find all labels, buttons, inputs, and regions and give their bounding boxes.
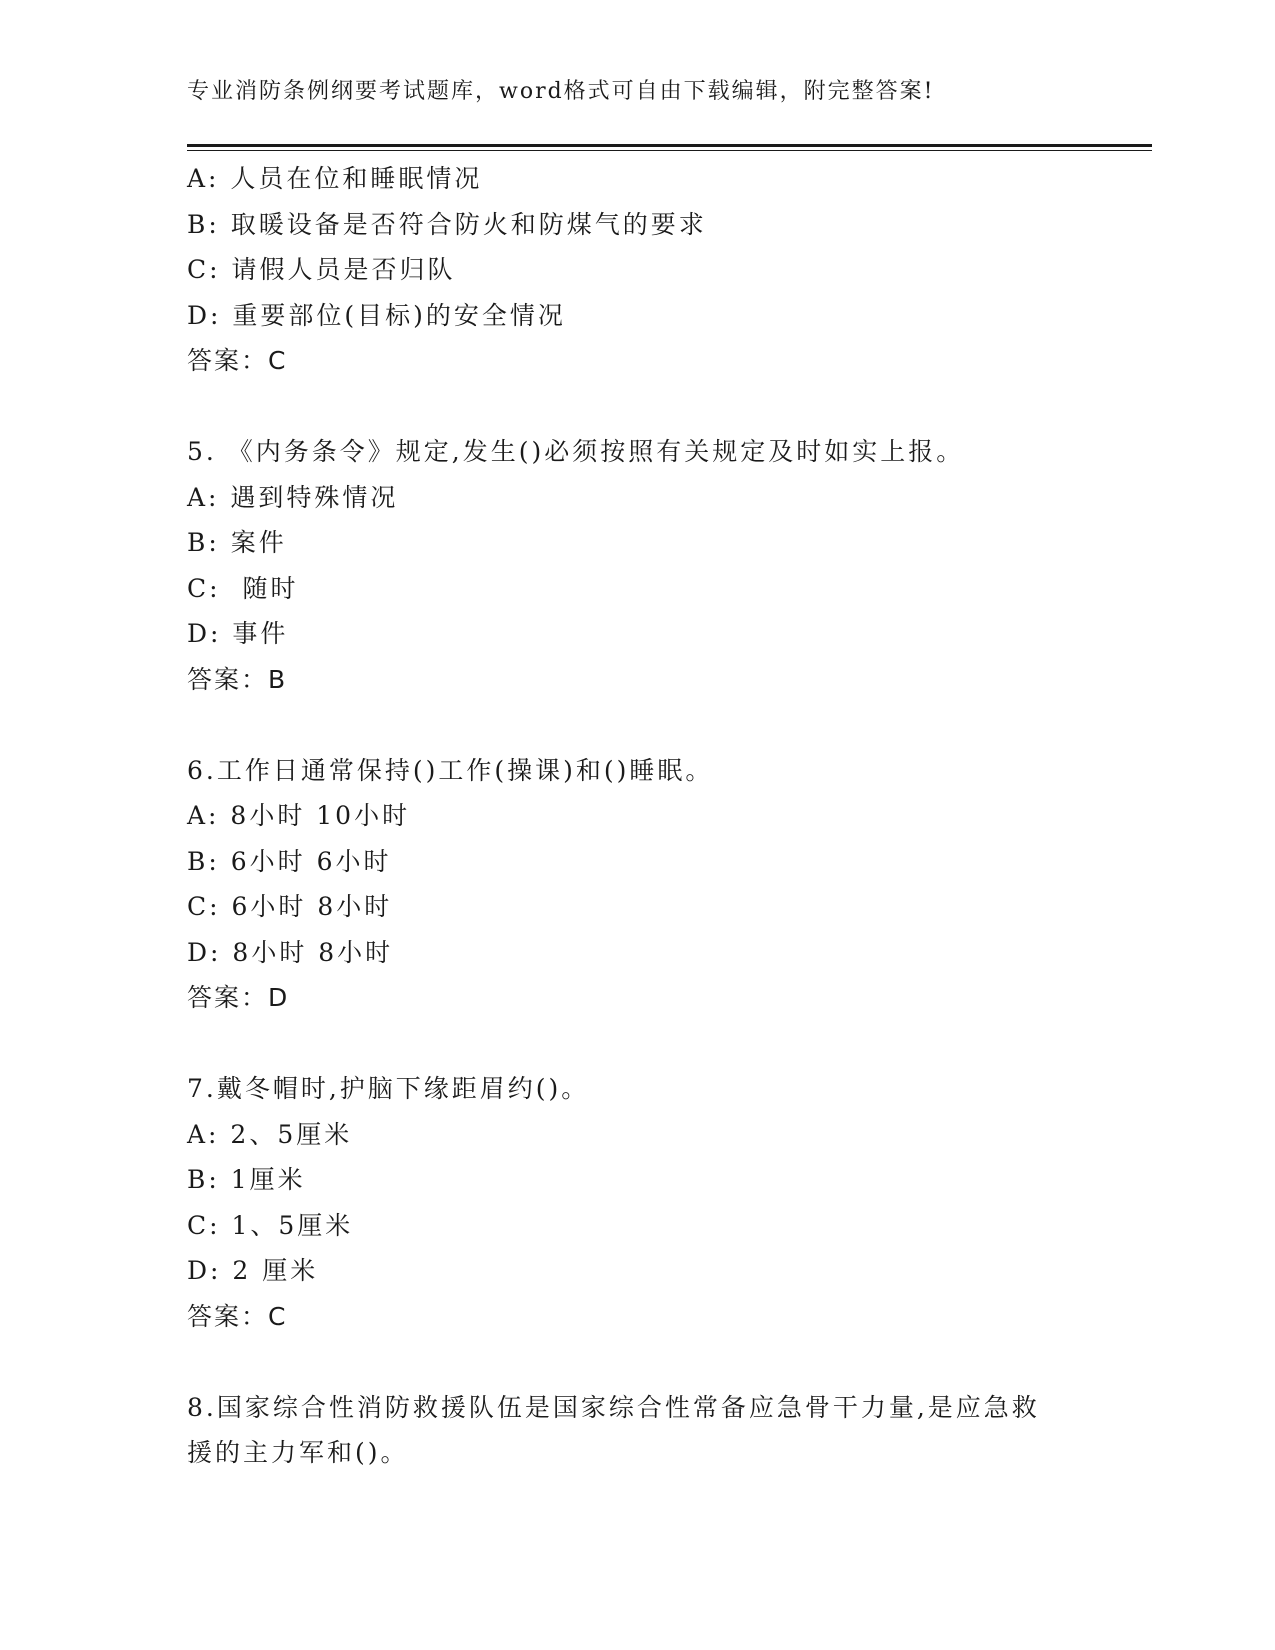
option-a: A: 2、5厘米 xyxy=(187,1119,353,1149)
option-a: A: 遇到特殊情况 xyxy=(187,482,399,512)
spacer xyxy=(187,1339,1087,1385)
answer: 答案：D xyxy=(187,983,290,1012)
spacer xyxy=(187,1021,1087,1067)
option-d: D: 2 厘米 xyxy=(187,1256,319,1285)
page-header: 专业消防条例纲要考试题库，word格式可自由下载编辑，附完整答案! xyxy=(187,79,935,104)
option-b: B: 6小时 6小时 xyxy=(187,846,392,876)
question-stem-line-1: 8.国家综合性消防救援队伍是国家综合性常备应急骨干力量,是应急救 xyxy=(187,1392,1040,1422)
question-stem: 5. 《内务条令》规定,发生()必须按照有关规定及时如实上报。 xyxy=(187,437,965,466)
question-stem: 6.工作日通常保持()工作(操课)和()睡眠。 xyxy=(187,755,714,785)
answer: 答案：C xyxy=(187,1301,288,1331)
question-6 xyxy=(187,748,1087,1021)
option-a: A: 8小时 10小时 xyxy=(187,801,411,830)
answer: 答案：B xyxy=(187,664,288,694)
header-rule-thin xyxy=(187,150,1152,151)
question-stem-line-2: 援的主力军和()。 xyxy=(187,1438,409,1467)
spacer xyxy=(187,384,1087,430)
option-d: D: 事件 xyxy=(187,619,289,648)
option-c: C: 随时 xyxy=(187,573,299,603)
option-b: B: 案件 xyxy=(187,528,287,557)
option-b: B: 取暖设备是否符合防火和防煤气的要求 xyxy=(187,209,707,239)
option-d: D: 重要部位(目标)的安全情况 xyxy=(187,300,566,330)
answer: 答案：C xyxy=(187,346,288,375)
option-b: B: 1厘米 xyxy=(187,1165,306,1194)
question-4 xyxy=(187,156,1087,384)
question-content xyxy=(187,156,1087,1476)
spacer xyxy=(187,702,1087,748)
option-c: C: 1、5厘米 xyxy=(187,1210,354,1240)
option-a: A: 人员在位和睡眠情况 xyxy=(187,164,483,193)
option-c: C: 6小时 8小时 xyxy=(187,892,393,921)
option-c: C: 请假人员是否归队 xyxy=(187,255,456,284)
question-5 xyxy=(187,429,1087,702)
question-7 xyxy=(187,1066,1087,1339)
question-8 xyxy=(187,1385,1087,1476)
option-d: D: 8小时 8小时 xyxy=(187,937,394,967)
header-rule-thick xyxy=(187,144,1152,147)
question-stem: 7.戴冬帽时,护脑下缘距眉约()。 xyxy=(187,1074,590,1103)
